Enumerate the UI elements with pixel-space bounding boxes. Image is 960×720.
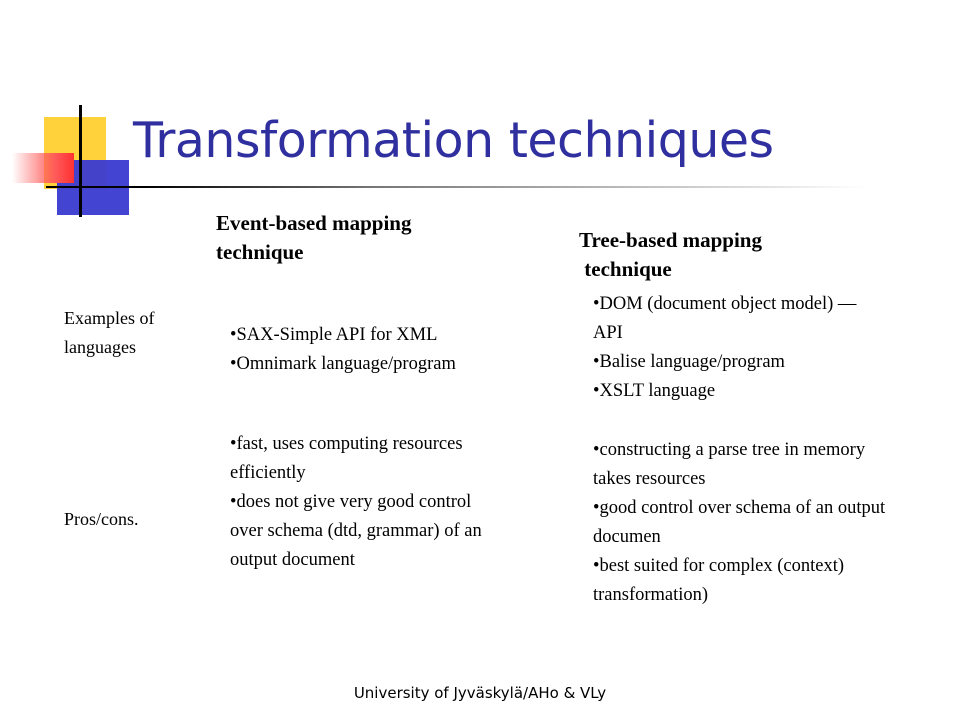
decor-red-bar <box>12 153 74 183</box>
list-item: • fast, uses computing resources efficiently <box>230 430 500 488</box>
list-item: • XSLT language <box>593 377 873 406</box>
column-heading-event-based <box>216 209 411 267</box>
list-item: • good control over schema of an output documen <box>593 494 893 552</box>
column-heading-tree-based-text: Tree-based mapping technique <box>579 228 762 281</box>
list-item: • best suited for complex (context) transformation) <box>593 552 893 610</box>
row-label-pros-cons: Pros/cons. <box>64 509 139 529</box>
list-item: • Balise language/program <box>593 348 873 377</box>
row-label-examples: Examples of languages <box>64 308 155 357</box>
column-heading-event-based-text: Event-based mapping technique <box>216 211 412 264</box>
event-examples-list <box>230 321 456 379</box>
list-item: • Omnimark language/program <box>230 350 456 379</box>
tree-pros-cons-list <box>593 436 893 610</box>
list-item: • does not give very good control over schema (dtd, grammar) of an output document <box>230 488 500 575</box>
column-heading-tree-based <box>579 226 762 284</box>
title-underline <box>46 186 866 188</box>
slide-title: Transformation techniques <box>133 112 774 169</box>
slide-footer: University of Jyväskylä/AHo & VLy <box>353 684 607 702</box>
event-pros-cons-list <box>230 430 500 575</box>
tree-examples-list <box>593 290 873 406</box>
list-item: • SAX-Simple API for XML <box>230 321 456 350</box>
list-item: • constructing a parse tree in memory takes resources <box>593 436 893 494</box>
list-item: • DOM (document object model) — API <box>593 290 873 348</box>
decor-vertical-line <box>79 105 82 217</box>
